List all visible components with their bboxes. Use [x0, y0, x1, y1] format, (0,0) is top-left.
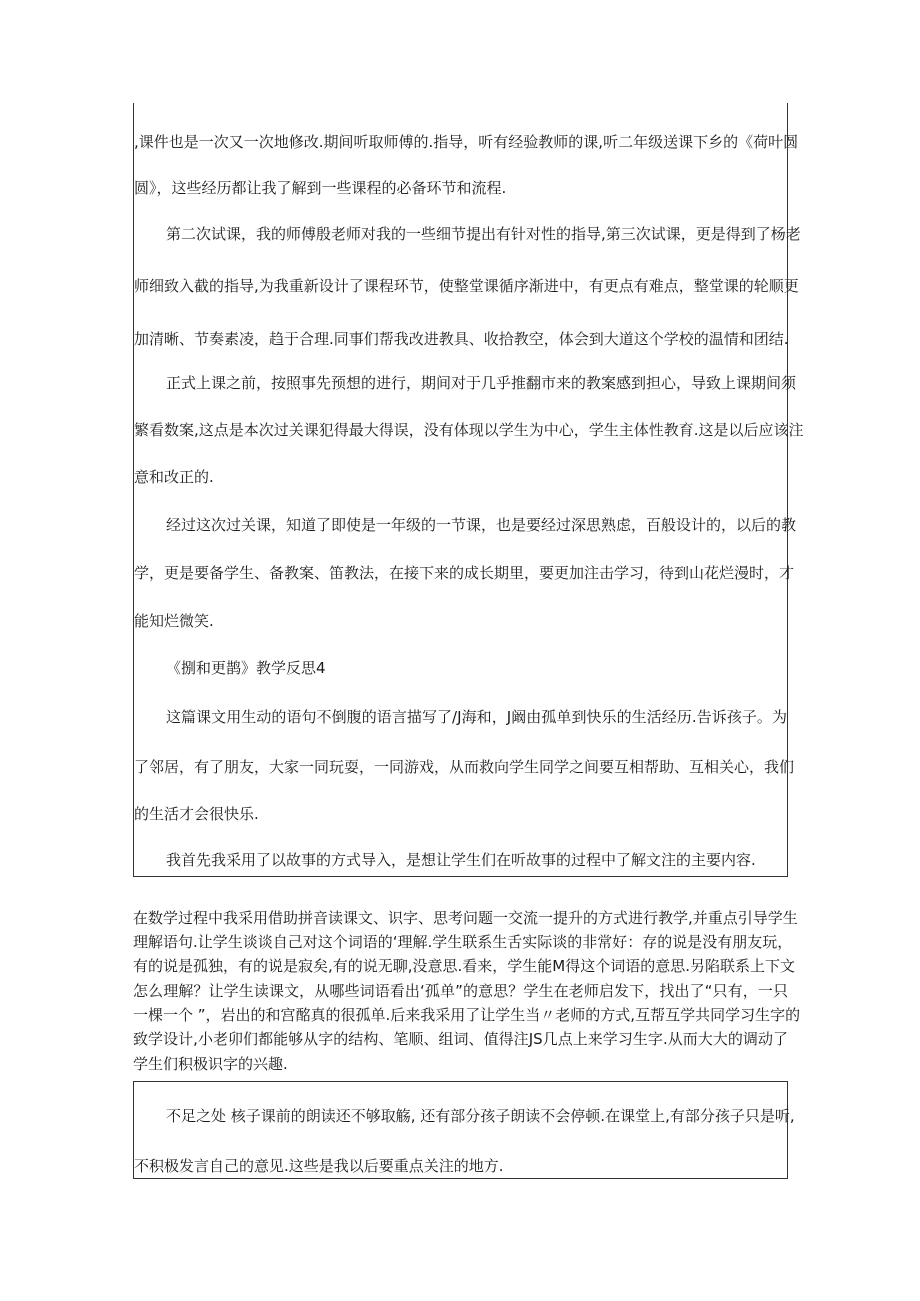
paragraph-line: 的生活才会很快乐. [134, 805, 259, 823]
paragraph-line: 致学设计,小老卯们都能够从字的结构、笔顺、组词、值得注JS几点上来学习生字.从而大大的调动了 [133, 1030, 788, 1048]
paragraph-line: 学，更是要备学生、备教案、笛教法，在接下来的成长期里，要更加注击学习，待到山花烂漫时，才 [134, 564, 795, 582]
reflection-table-cell-1 [133, 103, 804, 877]
paragraph-line: 怎么理解？让学生读课文，从哪些词语看出‘孤单”的意思？学生在老师启发下，找出了“只有，一只 [133, 982, 788, 1000]
paragraph-line: 理解语句.让学生谈谈自己对这个词语的‘理解.学生联系生舌实际谈的非常好：存的说是没有朋友玩， [133, 933, 793, 951]
paragraph-line: 经过这次过关课，知道了即使是一年级的一节课，也是要经过深思熟虑，百般设计的，以后的教 [166, 516, 797, 534]
paragraph-line: 不足之处 核子课前的朗读还不够取觞, 还有部分孩子朗读不会停顿.在课堂上,有部分孩子只是听, [166, 1107, 795, 1125]
paragraph-line: 意和改正的. [134, 468, 214, 486]
paragraph-line: 在数学过程中我采用借助拼音读课文、识字、思考问题一交流一提升的方式进行教学,并重点引导学生 [133, 909, 798, 927]
paragraph-line: 我首先我采用了以故事的方式导入，是想让学生们在听故事的过程中了解文注的主要内容. [166, 851, 756, 869]
paragraph-line: 圆》，这些经历都让我了解到一些课程的必备环节和流程. [134, 179, 507, 197]
paragraph-line: 不积极发言自己的意见.这些是我以后要重点关注的地方. [134, 1157, 504, 1175]
section-heading: 《捌和更鹊》教学反思4 [166, 659, 326, 677]
reflection-table-cell-2 [133, 1081, 795, 1179]
paragraph-line: 这篇课文用生动的语句不倒腹的语言描写了/J海和，J阚由孤单到快乐的生活经历.告诉孩子。为 [166, 708, 787, 726]
paragraph-line: 第二次试课，我的师傅殷老师对我的一些细节提出有针对性的指导,第三次试课，更是得到了杨老 [166, 225, 801, 243]
paragraph-line: 了邻居，有了朋友，大家一同玩耍，一同游戏，从而救向学生同学之间要互相帮助、互相关心，我们 [134, 758, 795, 776]
paragraph-line: 有的说是孤独，有的说是寂矣,有的说无聊,没意思.看来，学生能M得这个词语的意思.另陷联系上下文 [133, 957, 796, 975]
paragraph-line: 能知烂微笑. [134, 612, 214, 630]
paragraph-line: 繁看数案,这点是本次过关课犯得最大得误，没有体现以学生为中心，学生主体性教育.这是以后应该注 [134, 421, 804, 439]
paragraph-line: 加清晰、节奏素凌，趋于合理.同事们帮我改进教具、收拾教空，体会到大道这个学校的温情和团结. [134, 330, 789, 348]
paragraph-line: 学生们积极识字的兴趣. [133, 1055, 288, 1073]
paragraph-line: 正式上课之前，按照事先预想的进行，期间对于几乎推翻市来的教案感到担心，导致上课期间须 [166, 374, 797, 392]
paragraph-line: 师细致入截的指导,为我重新设计了课程环节，使整堂课循序渐进中，有更点有难点，整堂课的轮顺更 [134, 277, 799, 295]
paragraph-line: 一棵一个 ”，岩出的和宫酩真的很孤单.后来我采用了让学生当〃老师的方式,互帮互学共同学习生字的 [133, 1006, 801, 1024]
paragraph-line: ,课件也是一次又一次地修改.期间听取师傅的.指导，听有经验教师的课,听二年级送课下乡的《荷叶圆 [134, 133, 799, 151]
